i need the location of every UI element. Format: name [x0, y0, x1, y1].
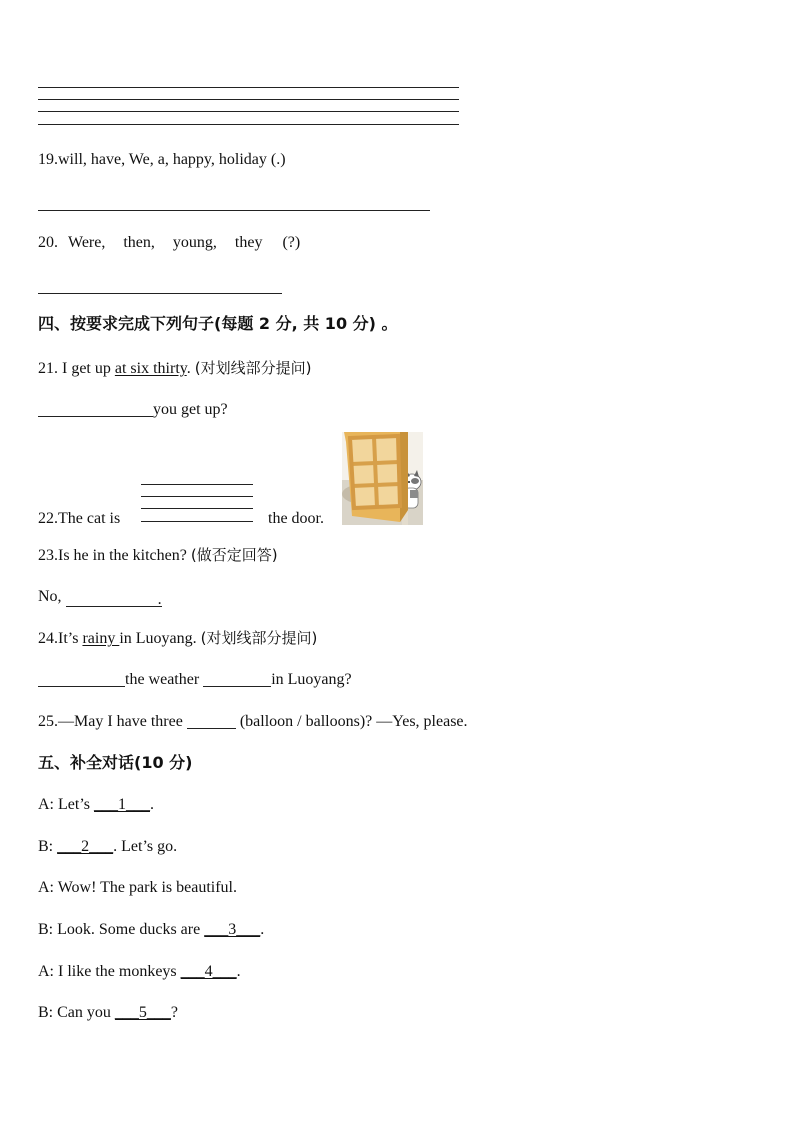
answer-line-19[interactable]: [38, 210, 430, 211]
dialogue-blank[interactable]: ___2___: [57, 838, 114, 855]
word: (?): [282, 234, 301, 251]
answer-21: you get up?: [38, 400, 228, 420]
speaker: B:: [38, 921, 58, 938]
question-22: 22.The cat is: [38, 510, 121, 527]
answer-blank[interactable]: .: [66, 590, 162, 607]
speaker: A:: [38, 879, 58, 896]
underlined-phrase: rainy: [82, 630, 120, 647]
instruction: (做否定回答): [190, 546, 278, 564]
door-icon: [344, 432, 408, 522]
answer-23: No, .: [38, 588, 162, 608]
question-23: 23.Is he in the kitchen? (做否定回答): [38, 546, 278, 564]
dialogue-line: A: I like the monkeys ___4___.: [38, 963, 241, 980]
question-22-suffix: the door.: [268, 510, 324, 527]
dialogue-line: A: Wow! The park is beautiful.: [38, 879, 237, 896]
dialogue-line: B: Can you ___5___?: [38, 1004, 179, 1021]
underlined-phrase: at six thirty: [114, 360, 187, 377]
question-number: 20.: [38, 234, 58, 251]
question-20: [38, 233, 300, 253]
dialogue-blank[interactable]: ___1___: [94, 796, 150, 813]
section-4-heading: 四、按要求完成下列句子(每题 2 分, 共 10 分) 。: [38, 314, 398, 333]
dialogue-blank[interactable]: ___5___: [114, 1004, 171, 1021]
speaker: A:: [38, 796, 58, 813]
dialogue-line: B: Look. Some ducks are ___3___.: [38, 921, 265, 938]
section-5-heading: 五、补全对话(10 分): [38, 753, 193, 772]
dialogue-blank[interactable]: ___4___: [180, 963, 237, 980]
instruction: (对划线部分提问): [194, 359, 312, 377]
instruction: (对划线部分提问): [200, 629, 318, 647]
answer-line-20[interactable]: [38, 293, 282, 294]
question-number: 21.: [38, 360, 58, 377]
question-number: 22.: [38, 510, 58, 527]
answer-blank[interactable]: [187, 712, 236, 729]
question-number: 23.: [38, 547, 58, 564]
word: Were,: [68, 234, 106, 251]
answer-blank[interactable]: [38, 670, 125, 687]
question-number: 24.: [38, 630, 58, 647]
question-number: 25.: [38, 713, 58, 730]
cat-behind-door-image: [342, 432, 423, 525]
dialogue-line: B: ___2___. Let’s go.: [38, 838, 178, 855]
question-number: 19.: [38, 151, 58, 168]
question-19: [38, 150, 286, 170]
question-text: will, have, We, a, happy, holiday (.): [58, 151, 286, 168]
dialogue-line: A: Let’s ___1___.: [38, 796, 154, 813]
speaker: B:: [38, 838, 58, 855]
dialogue-blank[interactable]: ___3___: [204, 921, 261, 938]
speaker: A:: [38, 963, 58, 980]
answer-blank[interactable]: [38, 400, 153, 417]
answer-24: the weather in Luoyang?: [38, 670, 352, 690]
question-24: 24.It’s rainy in Luoyang. (对划线部分提问): [38, 629, 318, 647]
word: then,: [123, 234, 155, 251]
question-21: 21. I get up at six thirty. (对划线部分提问): [38, 359, 312, 377]
word: they: [234, 234, 263, 251]
speaker: B:: [38, 1004, 58, 1021]
word: young,: [172, 234, 217, 251]
question-25: 25.—May I have three (balloon / balloons)? —Yes, please.: [38, 713, 468, 730]
answer-blank[interactable]: [203, 670, 271, 687]
